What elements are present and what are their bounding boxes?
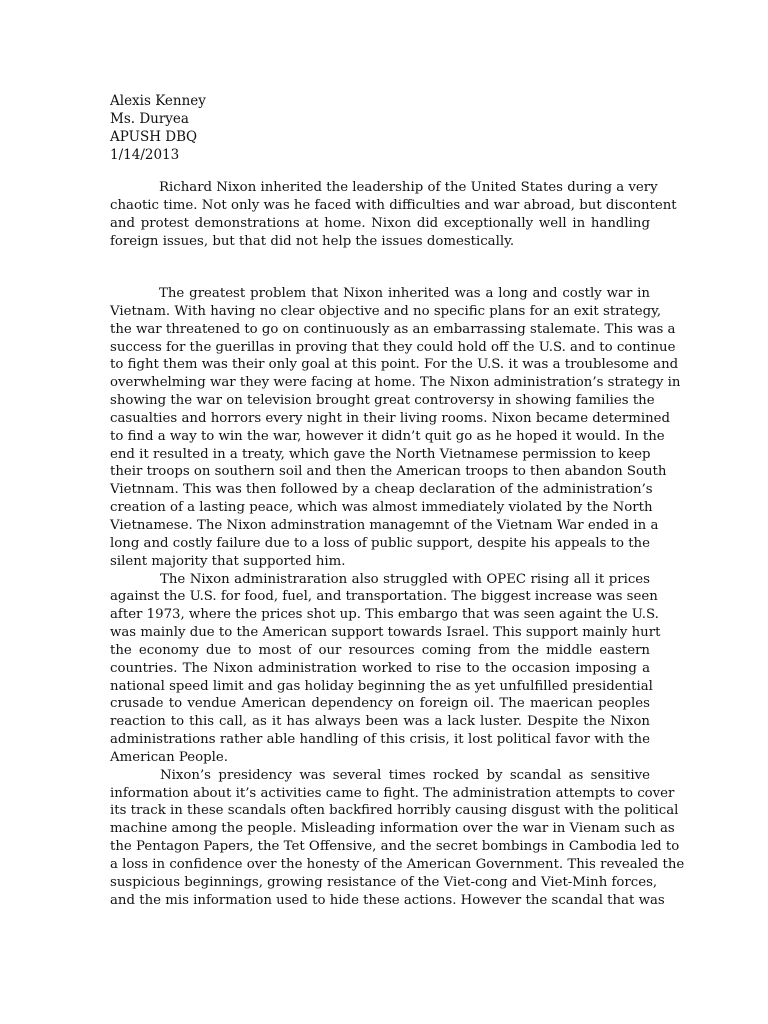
text-line: showing the war on television brought great controversy in showing families the (110, 393, 655, 409)
text-line: chaotic time. Not only was he faced with difficulties and war abroad, but discontent (110, 197, 677, 213)
text-line: to fight them was their only goal at this point. For the U.S. it was a troublesome and (110, 357, 679, 373)
text-line: and protest demonstrations at home. Nixon did exceptionally well in handling (110, 215, 650, 231)
text-line: Vietnam. With having no clear objective and no specific plans for an exit strategy, (110, 303, 662, 319)
text-line: the war threatened to go on continuously as an embarrassing stalemate. This was a (110, 321, 676, 337)
text-line: information about it’s activities came to fight. The administration attempts to cover (110, 785, 675, 801)
body-text (110, 285, 685, 910)
text-line: the Pentagon Papers, the Tet Offensive, and the secret bombings in Cambodia led to (110, 839, 680, 855)
text-line: a loss in confidence over the honesty of the American Government. This revealed the (110, 857, 685, 872)
text-line: after 1973, where the prices shot up. This embargo that was seen againt the U.S. (110, 607, 659, 623)
text-line: Vietnamese. The Nixon adminstration managemnt of the Vietnam War ended in a (110, 517, 659, 533)
course-name: APUSH DBQ (110, 129, 198, 145)
text-line: foreign issues, but that did not help the issues domestically. (110, 233, 515, 249)
text-line: The greatest problem that Nixon inherited was a long and costly war in (159, 286, 650, 301)
document-header (110, 92, 206, 164)
text-line: Vietnnam. This was then followed by a cheap declaration of the administration’s (110, 482, 653, 498)
text-line: national speed limit and gas holiday beginning the as yet unfulfilled presidential (110, 678, 653, 694)
text-line: The Nixon administraration also struggled with OPEC rising all it prices (160, 571, 650, 587)
text-line: end it resulted in a treaty, which gave the North Vietnamese permission to keep (110, 446, 651, 462)
text-line: machine among the people. Misleading information over the war in Vienam such as (110, 821, 675, 837)
text-line: administrations rather able handling of this crisis, it lost political favor with the (110, 732, 650, 748)
text-line: their troops on southern soil and then the American troops to then abandon South (110, 464, 667, 480)
text-line: Nixon’s presidency was several times rocked by scandal as sensitive (160, 767, 650, 783)
text-line: reaction to this call, as it has always been was a lack luster. Despite the Nixon (110, 714, 650, 730)
text-line: overwhelming war they were facing at home. The Nixon administration’s strategy in (110, 375, 681, 391)
text-line: against the U.S. for food, fuel, and transportation. The biggest increase was seen (110, 589, 658, 605)
teacher-name: Ms. Duryea (110, 111, 189, 127)
text-line: and the mis information used to hide these actions. However the scandal that was (110, 892, 665, 908)
text-line: creation of a lasting peace, which was almost immediately violated by the North (110, 500, 653, 516)
text-line: suspicious beginnings, growing resistance of the Viet-cong and Viet-Minh forces, (110, 874, 658, 890)
student-name: Alexis Kenney (110, 93, 206, 109)
text-line: crusade to vendue American dependency on foreign oil. The maerican peoples (110, 696, 650, 712)
text-line: silent majority that supported him. (110, 553, 346, 569)
text-line: success for the guerillas in proving that they could hold off the U.S. and to continue (110, 339, 676, 355)
text-line: long and costly failure due to a loss of public support, despite his appeals to the (110, 535, 650, 551)
document-date: 1/14/2013 (110, 147, 180, 163)
text-line: was mainly due to the American support towards Israel. This support mainly hurt (110, 625, 661, 641)
text-line: casualties and horrors every night in their living rooms. Nixon became determined (110, 410, 671, 426)
text-line: Richard Nixon inherited the leadership of the United States during a very (159, 180, 658, 195)
text-line: the economy due to most of our resources coming from the middle eastern (110, 642, 650, 658)
text-line: to find a way to win the war, however it didn’t quit go as he hoped it would. In the (110, 428, 665, 444)
text-line: American People. (110, 749, 228, 765)
text-line: its track in these scandals often backfired horribly causing disgust with the political (110, 803, 679, 819)
intro-paragraph (110, 179, 677, 250)
text-line: countries. The Nixon administration worked to rise to the occasion imposing a (110, 660, 650, 676)
